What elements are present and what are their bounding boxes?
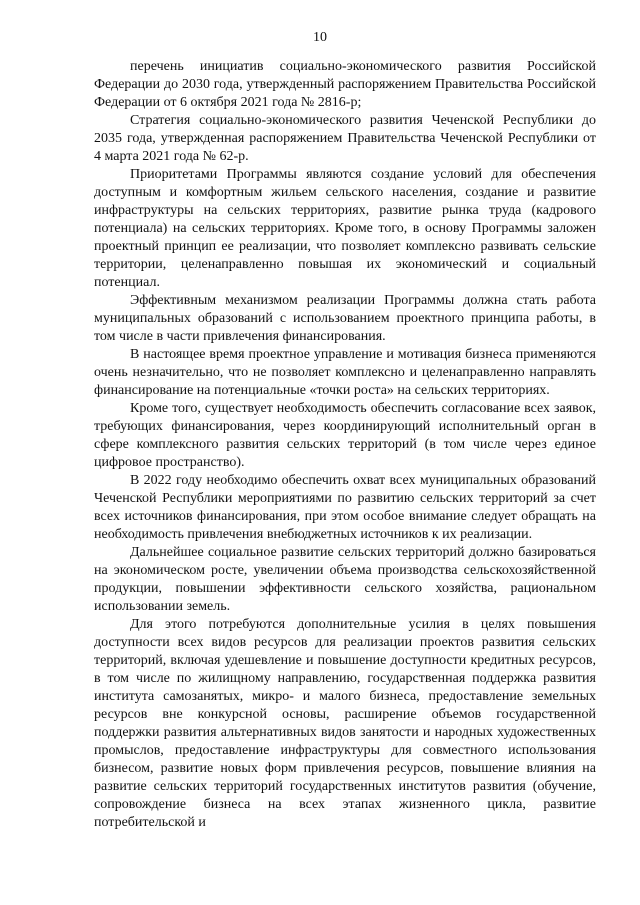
paragraph-initiatives-list: перечень инициатив социально-экономического развития Российской Федерации до 2030 года, утвержденный распоряжением Правительства Российской Федерации от 6 октября 2021 года № 2816-р; [94, 59, 596, 110]
paragraph-priorities: Приоритетами Программы являются создание условий для обеспечения доступным и комфортным жильем сельского населения, создание и развитие инфраструктуры на сельских территориях, развитие рынка труда (кадрового потенциала) на сельских территориях. Кроме того, в основу Программы заложен проектный принцип ее реализации, что позволяет комплексно развивать сельские территории, целенаправленно повышая их экономический и социальный потенциал. [94, 167, 596, 290]
paragraph-mechanism: Эффективным механизмом реализации Программы должна стать работа муниципальных образований с использованием проектного принципа работы, в том числе в части привлечения финансирования. [94, 293, 596, 344]
document-body [94, 58, 596, 832]
page-number: 10 [313, 30, 327, 45]
paragraph-economic-growth: Дальнейшее социальное развитие сельских территорий должно базироваться на экономическом росте, увеличении объема производства сельскохозяйственной продукции, повышении эффективности сельского хозяйства, рациональном использовании земель. [94, 545, 596, 614]
paragraph-resources: Для этого потребуются дополнительные усилия в целях повышения доступности всех видов ресурсов для реализации проектов развития сельских территорий, включая удешевление и повышение доступности кредитных ресурсов, в том числе по жилищному направлению, государственная поддержка развития института самозанятых, микро- и малого бизнеса, предоставление земельных ресурсов вне конкурсной основы, расширение объемов государственной поддержки развития альтернативных видов занятости и народных художественных промыслов, предоставление инфраструктуры для совместного использования бизнесом, развитие новых форм привлечения ресурсов, повышение влияния на развитие сельских территорий государственных институтов развития (обучение, сопровождение бизнеса на всех этапах жизненного цикла, развитие потребительской и [94, 617, 596, 830]
paragraph-strategy: Стратегия социально-экономического развития Чеченской Республики до 2035 года, утвержденная распоряжением Правительства Чеченской Республики от 4 марта 2021 года № 62-р. [94, 113, 596, 164]
paragraph-2022-coverage: В 2022 году необходимо обеспечить охват всех муниципальных образований Чеченской Республики мероприятиями по развитию сельских территорий за счет всех источников финансирования, при этом особое внимание следует обращать на необходимость привлечения внебюджетных источников к их реализации. [94, 473, 596, 542]
paragraph-project-management: В настоящее время проектное управление и мотивация бизнеса применяются очень незначительно, что не позволяет комплексно и целенаправленно направлять финансирование на потенциальные «точки роста» на сельских территориях. [94, 347, 596, 398]
paragraph-coordination: Кроме того, существует необходимость обеспечить согласование всех заявок, требующих финансирования, через координирующий исполнительный орган в сфере комплексного развития сельских территорий (в том числе через единое цифровое пространство). [94, 401, 596, 470]
